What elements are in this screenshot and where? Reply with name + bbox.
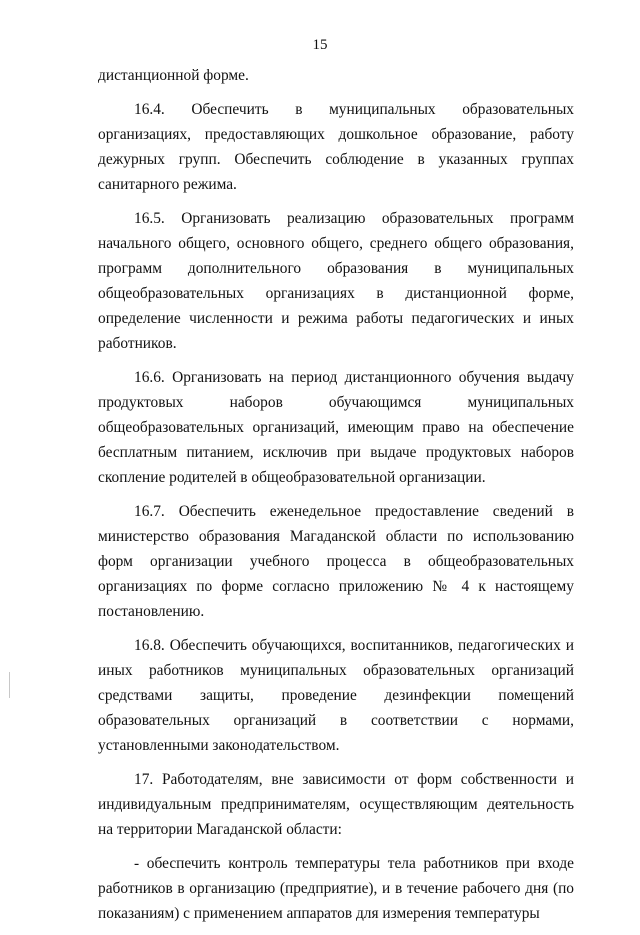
paragraph-16-5: 16.5. Организовать реализацию образовательных программ начального общего, основного общего, среднего общего образования, программ дополнительного образования в муниципальных общеобразовательных организациях в дистанционной форме, определение численности и режима работы педагогических и иных работников. (98, 210, 574, 352)
paragraph-16-4: 16.4. Обеспечить в муниципальных образовательных организациях, предоставляющих дошкольное образование, работу дежурных групп. Обеспечить соблюдение в указанных группах санитарного режима. (98, 101, 574, 193)
scan-margin-mark (9, 672, 10, 698)
paragraph-17-bullet: - обеспечить контроль температуры тела работников при входе работников в организацию (предприятие), и в течение рабочего дня (по показаниям) с применением аппаратов для измерения температуры (98, 855, 574, 922)
paragraph-16-6: 16.6. Организовать на период дистанционного обучения выдачу продуктовых наборов обучающимся муниципальных общеобразовательных организаций, имеющим право на обеспечение бесплатным питанием, исключив при выдаче продуктовых наборов скопление родителей в общеобразовательной организации. (98, 369, 574, 486)
paragraph-17: 17. Работодателям, вне зависимости от форм собственности и индивидуальным предпринимателям, осуществляющим деятельность на территории Магаданской области: (98, 771, 574, 838)
document-body (98, 63, 574, 935)
page-number: 15 (312, 37, 328, 53)
paragraph-continuation: дистанционной форме. (98, 67, 249, 84)
paragraph-16-8: 16.8. Обеспечить обучающихся, воспитанников, педагогических и иных работников муниципальных образовательных организаций средствами защиты, проведение дезинфекции помещений образовательных организаций в соответствии с нормами, установленными законодательством. (98, 637, 574, 754)
paragraph-16-7: 16.7. Обеспечить еженедельное предоставление сведений в министерство образования Магаданской области по использованию форм организации учебного процесса в общеобразовательных организациях по форме согласно приложению № 4 к настоящему постановлению. (98, 503, 574, 620)
